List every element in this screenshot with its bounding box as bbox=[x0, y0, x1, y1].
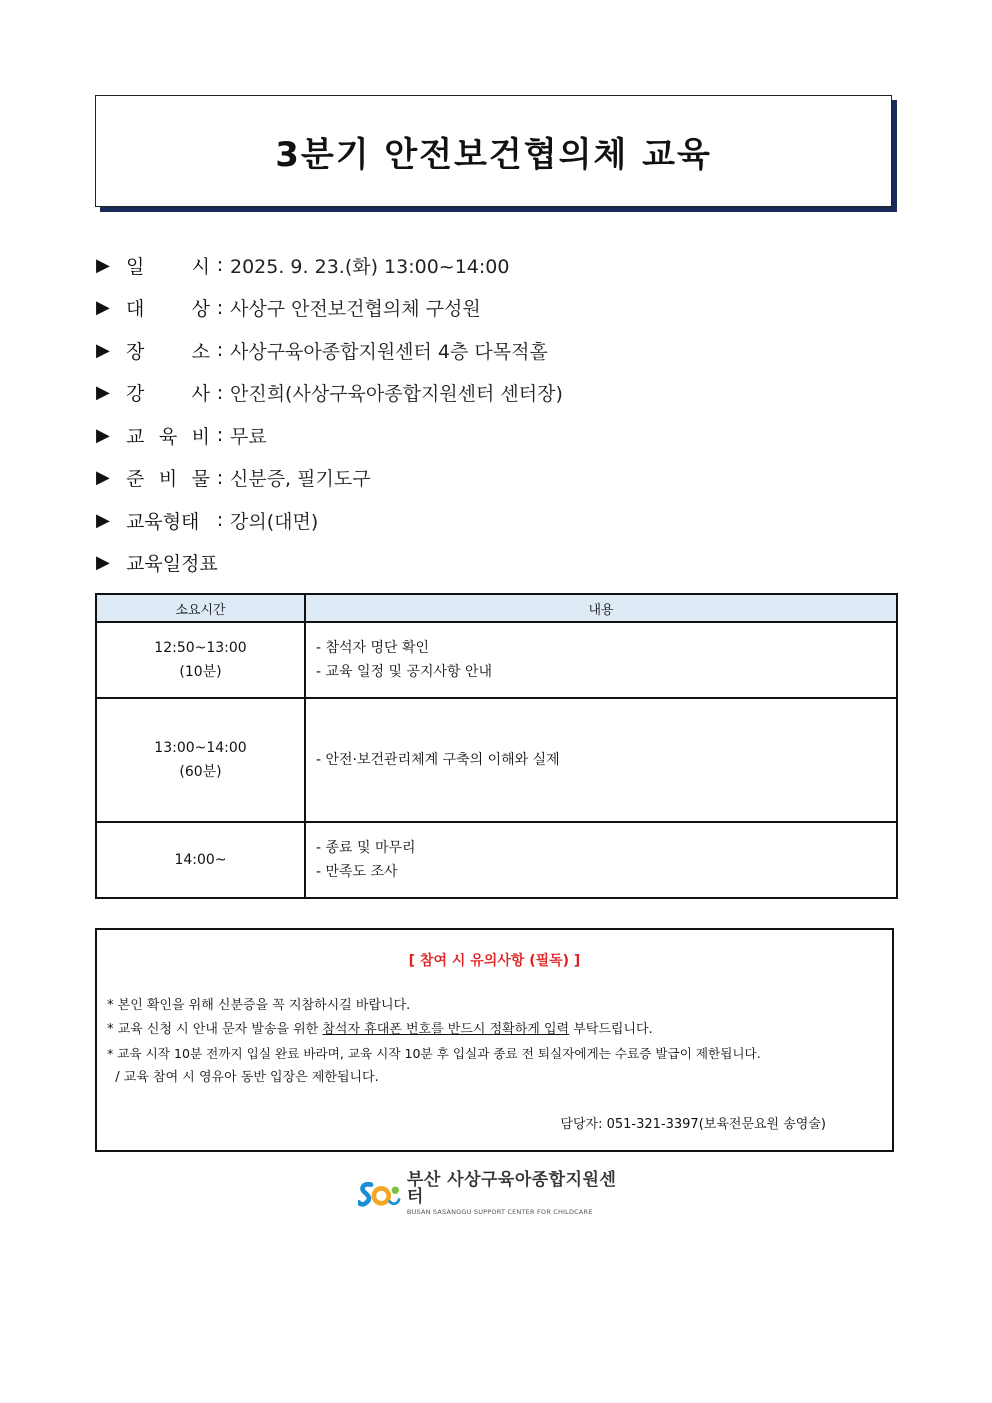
info-label: 교육형태 bbox=[126, 510, 200, 533]
time-range: 12:50~13:00 bbox=[154, 640, 247, 656]
document-title: 3분기 안전보건협의체 교육 bbox=[275, 134, 712, 175]
notice-item: * 교육 시작 10분 전까지 입실 완료 바라며, 교육 시작 10분 후 입실과 종료 전 퇴실자에게는 수료증 발급이 제한됩니다. bbox=[107, 1046, 761, 1061]
info-row-date bbox=[96, 244, 896, 287]
contact-info: 담당자: 051-321-3397(보육전문요원 송영술) bbox=[560, 1117, 826, 1132]
info-label: 교 육 비 bbox=[126, 425, 210, 448]
info-value: 사상구 안전보건협의체 구성원 bbox=[230, 298, 481, 321]
notice-item bbox=[107, 1018, 882, 1042]
notice-item: * 본인 확인을 위해 신분증을 꼭 지참하시길 바랍니다. bbox=[107, 998, 411, 1013]
info-value: 사상구육아종합지원센터 4층 다목적홀 bbox=[230, 340, 548, 363]
notice-emphasis: 참석자 휴대폰 번호를 반드시 정확하게 입력 bbox=[322, 1022, 570, 1037]
logo-icon bbox=[358, 1178, 401, 1210]
arrow-icon: ▶ bbox=[96, 509, 110, 531]
table-row bbox=[96, 698, 897, 822]
info-value: 신분증, 필기도구 bbox=[230, 468, 371, 491]
notice-text: * 교육 신청 시 안내 문자 발송을 위한 bbox=[107, 1022, 323, 1037]
schedule-heading: 교육일정표 bbox=[126, 553, 218, 576]
column-header-time: 소요시간 bbox=[96, 594, 305, 622]
time-cell bbox=[96, 622, 305, 698]
info-colon: : bbox=[216, 296, 224, 319]
time-range: 13:00~14:00 bbox=[154, 740, 247, 756]
arrow-icon: ▶ bbox=[96, 254, 110, 276]
center-logo bbox=[358, 1170, 618, 1217]
content-item: - 종료 및 마무리 bbox=[316, 840, 416, 856]
notice-title: [ 참여 시 유의사항 (필독) ] bbox=[408, 953, 581, 969]
center-name: 부산 사상구육아종합지원센터 bbox=[406, 1170, 617, 1208]
arrow-icon: ▶ bbox=[96, 382, 110, 404]
notice-list bbox=[107, 994, 882, 1090]
info-colon: : bbox=[216, 254, 224, 277]
info-label: 강 사 bbox=[126, 383, 210, 406]
content-item: - 교육 일정 및 공지사항 안내 bbox=[316, 664, 493, 680]
content-item: - 안전·보건관리체계 구축의 이해와 실제 bbox=[316, 752, 560, 768]
content-cell bbox=[305, 822, 897, 898]
info-label: 준 비 물 bbox=[126, 468, 210, 491]
notice-item: / 교육 참여 시 영유아 동반 입장은 제한됩니다. bbox=[107, 1070, 379, 1085]
info-row-instructor bbox=[96, 372, 896, 415]
table-header-row bbox=[96, 594, 897, 622]
table-row bbox=[96, 822, 897, 898]
info-label: 장 소 bbox=[126, 340, 210, 363]
info-row-format bbox=[96, 499, 896, 542]
time-cell bbox=[96, 698, 305, 822]
info-colon: : bbox=[216, 466, 224, 489]
info-label: 대 상 bbox=[126, 298, 210, 321]
info-value: 무료 bbox=[230, 425, 267, 448]
info-value: 안진희(사상구육아종합지원센터 센터장) bbox=[230, 383, 563, 406]
time-range: 14:00~ bbox=[174, 852, 227, 868]
info-value: 강의(대면) bbox=[230, 510, 319, 533]
info-value: 2025. 9. 23.(화) 13:00~14:00 bbox=[230, 255, 510, 278]
info-row-fee bbox=[96, 414, 896, 457]
arrow-icon: ▶ bbox=[96, 339, 110, 361]
info-row-target bbox=[96, 287, 896, 330]
content-cell bbox=[305, 698, 897, 822]
table-row bbox=[96, 622, 897, 698]
content-cell bbox=[305, 622, 897, 698]
info-colon: : bbox=[216, 381, 224, 404]
info-list bbox=[96, 244, 896, 584]
content-item: - 만족도 조사 bbox=[316, 864, 398, 880]
info-colon: : bbox=[216, 339, 224, 362]
title-box bbox=[95, 95, 892, 207]
info-label: 일 시 bbox=[126, 255, 210, 278]
time-duration: (60분) bbox=[179, 764, 222, 780]
notice-text: 부탁드립니다. bbox=[569, 1022, 653, 1037]
info-row-schedule-heading bbox=[96, 542, 896, 585]
info-colon: : bbox=[216, 509, 224, 532]
schedule-table bbox=[95, 593, 898, 899]
arrow-icon: ▶ bbox=[96, 552, 110, 574]
arrow-icon: ▶ bbox=[96, 297, 110, 319]
time-duration: (10분) bbox=[179, 664, 222, 680]
info-colon: : bbox=[216, 424, 224, 447]
column-header-content: 내용 bbox=[305, 594, 897, 622]
center-name-english: BUSAN SASANGGU SUPPORT CENTER FOR CHILDCARE bbox=[406, 1208, 593, 1217]
info-row-supplies bbox=[96, 457, 896, 500]
time-cell bbox=[96, 822, 305, 898]
arrow-icon: ▶ bbox=[96, 424, 110, 446]
arrow-icon: ▶ bbox=[96, 467, 110, 489]
content-item: - 참석자 명단 확인 bbox=[316, 640, 430, 656]
notice-box bbox=[95, 928, 894, 1152]
info-row-place bbox=[96, 329, 896, 372]
